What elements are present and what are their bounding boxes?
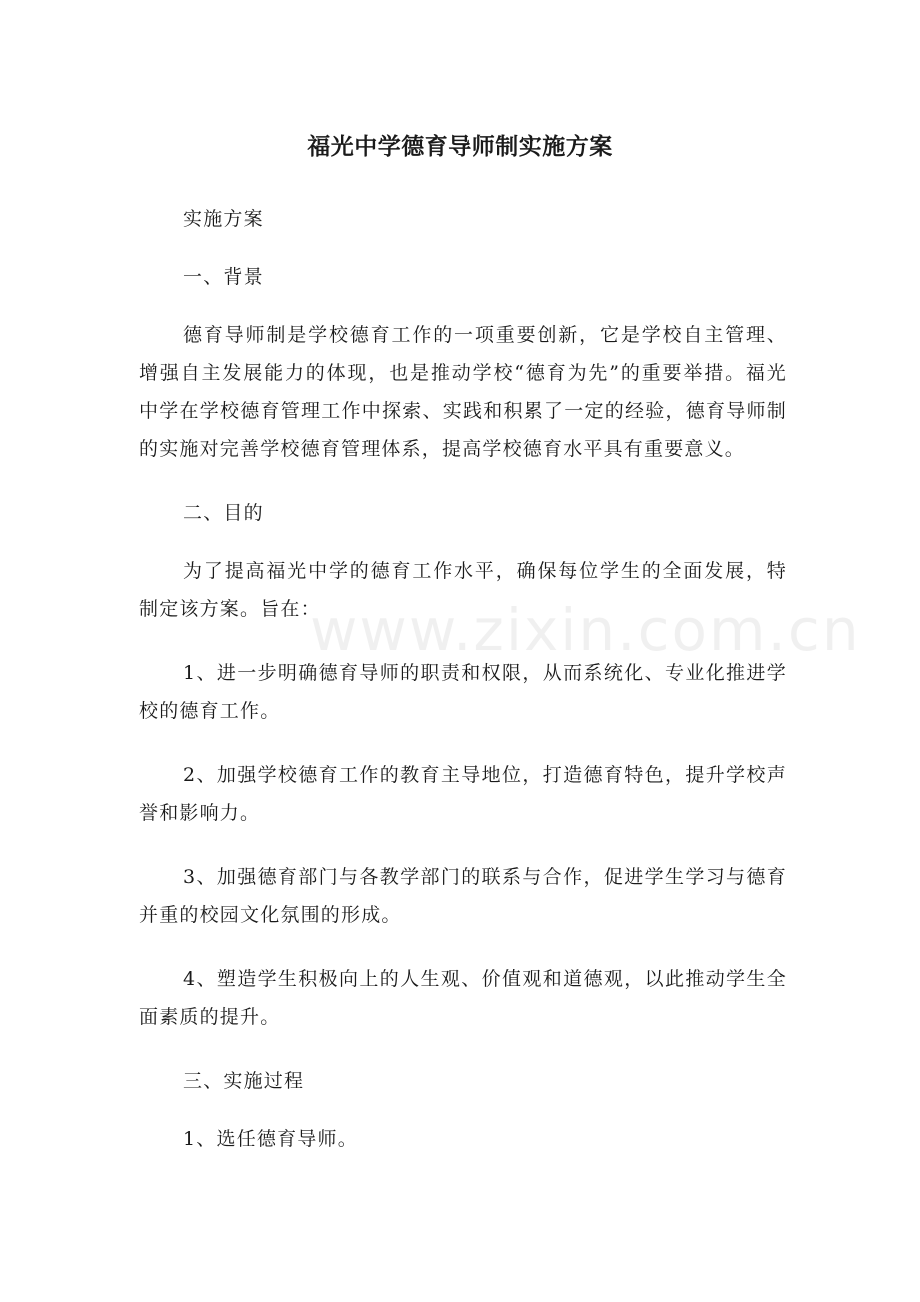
purpose-intro-paragraph: 为了提高福光中学的德育工作水平，确保每位学生的全面发展，特制定该方案。旨在： — [139, 560, 787, 620]
section-label: 实施方案 — [183, 208, 264, 230]
purpose-item-3: 3、加强德育部门与各教学部门的联系与合作，促进学生学习与德育并重的校园文化氛围的形成。 — [139, 866, 787, 926]
document-title: 福光中学德育导师制实施方案 — [307, 134, 613, 160]
purpose-item-2: 2、加强学校德育工作的教育主导地位，打造德育特色，提升学校声誉和影响力。 — [139, 764, 787, 824]
section-heading-process: 三、实施过程 — [183, 1070, 305, 1092]
purpose-item-1: 1、进一步明确德育导师的职责和权限，从而系统化、专业化推进学校的德育工作。 — [139, 662, 787, 722]
document-body — [139, 200, 787, 1184]
section-heading-purpose: 二、目的 — [183, 502, 264, 524]
watermark: www.zixin.com.cn — [310, 596, 861, 664]
process-item-1: 1、选任德育导师。 — [183, 1128, 358, 1150]
section-heading-background: 一、背景 — [183, 266, 264, 288]
background-paragraph: 德育导师制是学校德育工作的一项重要创新，它是学校自主管理、增强自主发展能力的体现，也是推动学校“德育为先”的重要举措。福光中学在学校德育管理工作中探索、实践和积累了一定的经验，德育导师制的实施对完善学校德育管理体系，提高学校德育水平具有重要意义。 — [139, 324, 787, 460]
purpose-item-4: 4、塑造学生积极向上的人生观、价值观和道德观，以此推动学生全面素质的提升。 — [139, 968, 787, 1028]
